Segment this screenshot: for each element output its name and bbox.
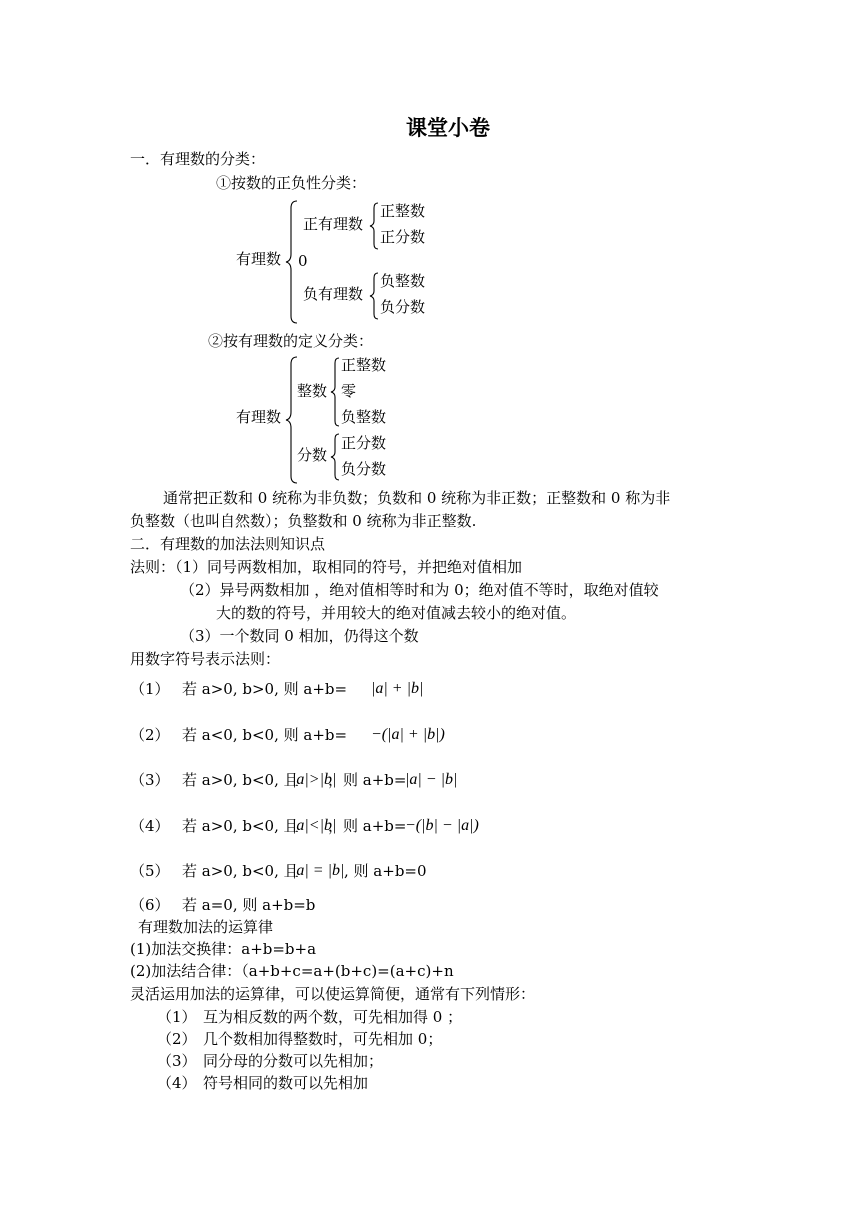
tree1-zero: 0 xyxy=(298,252,308,270)
case-number: （6） xyxy=(130,896,170,914)
tree2-pos-frac: 正分数 xyxy=(341,434,387,452)
tree2-root-label: 有理数 xyxy=(236,408,282,426)
case-number: （4） xyxy=(130,817,170,835)
case-formula: −(|b| − |a|) xyxy=(405,817,479,834)
rule-1: 法则：（1）同号两数相加，取相同的符号，并把绝对值相加 xyxy=(130,558,523,576)
tree2-zero: 零 xyxy=(341,382,357,400)
case-then: ，则 a+b= xyxy=(328,771,407,789)
case-formula: −(|a| + |b|) xyxy=(371,726,445,743)
tree1-positive-brace xyxy=(369,202,379,250)
case-number: （1） xyxy=(130,680,170,698)
case-condition: 若 a<0, b<0, 则 a+b= xyxy=(182,726,348,744)
tips-intro: 灵活运用加法的运算律，可以使运算简便，通常有下列情形： xyxy=(130,985,536,1003)
case-condition: 若 a>0, b<0, 且 xyxy=(182,862,299,880)
tree1-negative-label: 负有理数 xyxy=(303,285,364,303)
rule-2-line-1: （2）异号两数相加 ，绝对值相等时和为 0；绝对值不等时，取绝对值较 xyxy=(180,581,659,599)
tree2-integer-label: 整数 xyxy=(297,382,328,400)
page-title: 课堂小卷 xyxy=(406,116,490,140)
case-formula: |a| − |b| xyxy=(405,771,458,788)
note-line-1: 通常把正数和 0 统称为非负数；负数和 0 统称为非正数；正整数和 0 称为非 xyxy=(163,489,671,507)
tree2-fraction-label: 分数 xyxy=(297,446,328,464)
tree1-negative-brace xyxy=(369,272,379,320)
note-line-2: 负整数（也叫自然数）；负整数和 0 统称为非正整数. xyxy=(130,512,477,530)
tree2-integer-brace xyxy=(330,357,340,427)
commutative-law: (1)加法交换律：a+b=b+a xyxy=(130,940,317,958)
tree2-neg-int: 负整数 xyxy=(341,408,387,426)
tree1-pos-int: 正整数 xyxy=(380,202,426,220)
case-formula: |a| + |b| xyxy=(371,680,424,697)
case-condition: 若 a>0, b>0, 则 a+b= xyxy=(182,680,348,698)
section1-heading: 一．有理数的分类： xyxy=(130,150,266,168)
tree1-neg-int: 负整数 xyxy=(380,272,426,290)
associative-law: (2)加法结合律：（a+b+c=a+(b+c)=(a+c)+n xyxy=(130,962,454,980)
tree2-fraction-brace xyxy=(330,433,340,481)
case-relation: |a| = |b| xyxy=(292,862,345,879)
case-number: （2） xyxy=(130,726,170,744)
case-number: （3） xyxy=(130,771,170,789)
case-condition: 若 a>0, b<0, 且 xyxy=(182,817,299,835)
case-condition: 若 a=0, 则 a+b=b xyxy=(182,896,316,914)
section2-heading: 二．有理数的加法法则知识点 xyxy=(130,535,326,553)
tree1-neg-frac: 负分数 xyxy=(380,298,426,316)
tree2-main-brace xyxy=(286,356,300,484)
classification-by-sign-heading: ①按数的正负性分类： xyxy=(216,174,367,192)
rule-2-line-2: 大的数的符号，并用较大的绝对值减去较小的绝对值。 xyxy=(216,604,577,622)
case-condition: 若 a>0, b<0, 且 xyxy=(182,771,299,789)
case-number: （5） xyxy=(130,862,170,880)
case-relation: |a|>|b| xyxy=(292,771,337,788)
case-relation: |a|<|b| xyxy=(292,817,337,834)
classification-by-definition-heading: ②按有理数的定义分类： xyxy=(208,332,374,350)
case-then: , 则 a+b=0 xyxy=(344,862,427,880)
tree2-pos-int: 正整数 xyxy=(341,356,387,374)
tree1-positive-label: 正有理数 xyxy=(303,215,364,233)
rule-3: （3）一个数同 0 相加，仍得这个数 xyxy=(180,627,419,645)
case-then: ，则 a+b= xyxy=(328,817,407,835)
tree2-neg-frac: 负分数 xyxy=(341,460,387,478)
tree1-pos-frac: 正分数 xyxy=(380,228,426,246)
tree1-root-label: 有理数 xyxy=(236,250,282,268)
symbol-intro: 用数字符号表示法则： xyxy=(130,650,281,668)
addition-laws-heading: 有理数加法的运算律 xyxy=(138,918,274,936)
